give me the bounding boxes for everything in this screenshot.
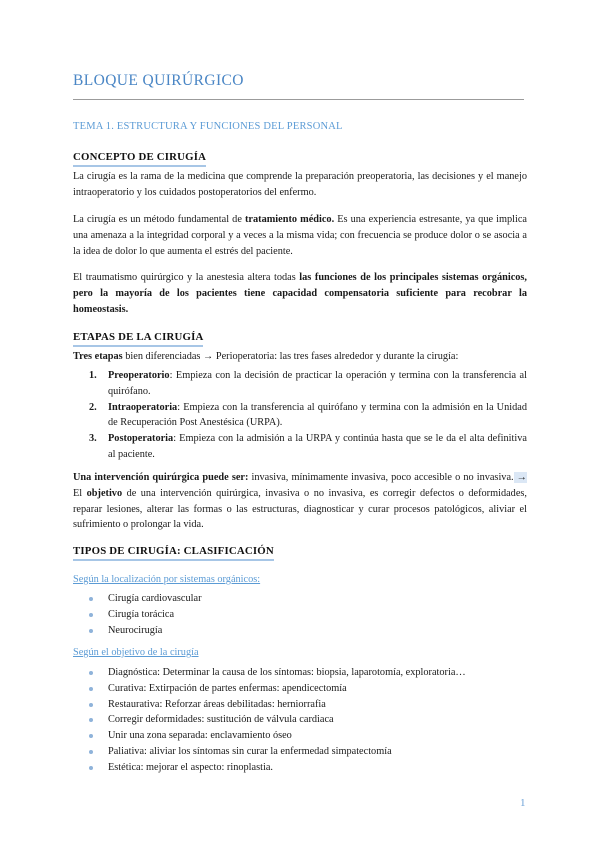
document-title: BLOQUE QUIRÚRGICO <box>73 72 244 89</box>
bullet-icon <box>89 597 93 601</box>
heading-underline <box>73 345 203 347</box>
paragraph-intervencion: Una intervención quirúrgica puede ser: invasiva, mínimamente invasiva, poco accesible o no invasiva. → El objetivo de una intervención quirúrgica, invasiva o no invasiva, es corregir defectos o deformidades, reparar lesiones, alterar las formas o las estructuras, diagnosticar y curar procesos patológicos, aliviar el sufrimiento o prolongar la vida. <box>73 472 527 531</box>
bullet-icon <box>89 687 93 691</box>
section-heading-tipos: TIPOS DE CIRUGÍA: CLASIFICACIÓN <box>73 545 274 557</box>
bullet-icon <box>89 629 93 633</box>
subheading-objetivo: Según el objetivo de la cirugía <box>73 647 199 658</box>
topic-subtitle: TEMA 1. ESTRUCTURA Y FUNCIONES DEL PERSONAL <box>73 121 343 132</box>
bullet-icon <box>89 613 93 617</box>
objetivo-list <box>89 665 527 776</box>
list-item: Diagnóstica: Determinar la causa de los síntomas: biopsia, laparotomía, exploratoria… <box>89 665 527 681</box>
bullet-icon <box>89 671 93 675</box>
bullet-icon <box>89 734 93 738</box>
heading-underline <box>73 559 274 561</box>
bullet-icon <box>89 718 93 722</box>
list-item: Cirugía torácica <box>89 607 527 623</box>
bullet-icon <box>89 766 93 770</box>
etapas-intro: Tres etapas bien diferenciadas → Perioperatoria: las tres fases alrededor y durante la cirugía: <box>73 351 459 362</box>
subheading-localizacion: Según la localización por sistemas orgánicos: <box>73 574 261 585</box>
list-item: Restaurativa: Reforzar áreas debilitadas: herniorrafia <box>89 697 527 713</box>
bullet-icon <box>89 703 93 707</box>
list-item: Cirugía cardiovascular <box>89 591 527 607</box>
heading-underline <box>73 165 206 167</box>
paragraph-concepto-3: El traumatismo quirúrgico y la anestesia altera todas las funciones de los principales sistemas orgánicos, pero la mayoría de los pacientes tiene capacidad compensatoria suficiente para recobrar la homeostasis. <box>73 272 527 315</box>
list-item: Unir una zona separada: enclavamiento óseo <box>89 728 527 744</box>
list-item: Curativa: Extirpación de partes enfermas: apendicectomía <box>89 681 527 697</box>
list-item: Neurocirugía <box>89 623 527 639</box>
paragraph-concepto-1: La cirugía es la rama de la medicina que comprende la preparación preoperatoria, las decisiones y el manejo intraoperatorio y los cuidados postoperatorios del enfermo. <box>73 171 527 198</box>
etapas-list <box>89 368 527 463</box>
localizacion-list <box>89 591 527 638</box>
list-item: 2. Intraoperatoria: Empieza con la transferencia al quirófano y termina con la admisión en la Unidad de Recuperación Post Anestésica (URPA). <box>89 401 527 429</box>
title-divider <box>73 99 524 100</box>
list-item: Paliativa: aliviar los síntomas sin curar la enfermedad simpatectomía <box>89 744 527 760</box>
list-item: Corregir deformidades: sustitución de válvula cardiaca <box>89 712 527 728</box>
list-item: Estética: mejorar el aspecto: rinoplastia. <box>89 760 527 776</box>
section-heading-concepto: CONCEPTO DE CIRUGÍA <box>73 151 206 163</box>
list-item: 3. Postoperatoria: Empieza con la admisión a la URPA y continúa hasta que se le da el alta definitiva al paciente. <box>89 433 527 460</box>
paragraph-concepto-2: La cirugía es un método fundamental de tratamiento médico. Es una experiencia estresante, ya que implica una amenaza a la integridad corporal y a veces a la misma vida; con frecuencia se produce dolor o se asocia a la idea de dolor lo que aumenta el estrés del paciente. <box>73 214 528 257</box>
section-heading-etapas: ETAPAS DE LA CIRUGÍA <box>73 331 203 343</box>
page-number: 1 <box>520 797 526 809</box>
list-item: 1. Preoperatorio: Empieza con la decisión de practicar la operación y termina con la transferencia al quirófano. <box>89 370 527 397</box>
bullet-icon <box>89 750 93 754</box>
